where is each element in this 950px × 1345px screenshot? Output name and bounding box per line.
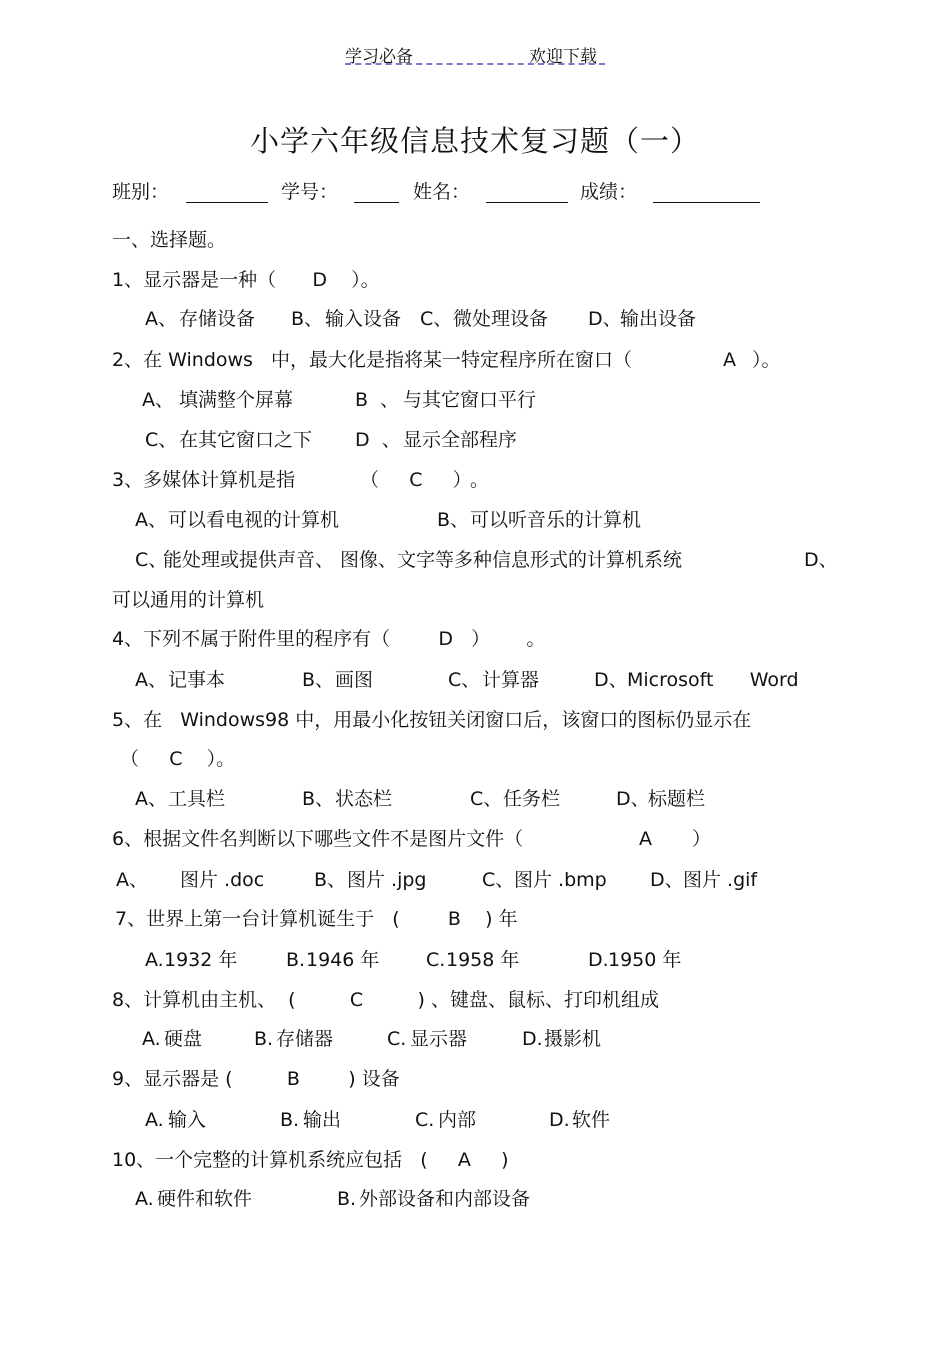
q5-option-b-letter: B、 — [302, 788, 335, 810]
q7-option-c-letter: C. — [426, 949, 446, 971]
question-6-answer: A — [639, 828, 652, 850]
question-8-stem: 8、计算机由主机、 ( C ) 、键盘、鼠标、打印机组成 — [112, 989, 660, 1011]
q10-option-a-letter: A. — [135, 1188, 154, 1210]
header-left-text: 学习必备 — [345, 47, 413, 67]
q3-option-d-letter: D、 — [804, 549, 838, 571]
q9-option-d-letter: D. — [549, 1109, 570, 1131]
q5-option-a-text: 工具栏 — [168, 788, 226, 810]
q5-option-d-letter: D、 — [616, 788, 650, 810]
q5-option-b-text: 状态栏 — [335, 788, 393, 810]
q3-option-b-text: 可以听音乐的计算机 — [470, 509, 642, 531]
q7-option-b-letter: B. — [286, 949, 306, 971]
q2-option-a-letter: A、 — [142, 389, 174, 411]
q4-option-d-letter: D、 — [594, 669, 628, 691]
q9-option-d-text: 软件 — [572, 1109, 611, 1131]
q8-option-d-letter: D. — [522, 1028, 543, 1050]
question-6-stem: 6、根据文件名判断以下哪些文件不是图片文件（ — [112, 828, 524, 850]
q9-option-c-text: 内部 — [438, 1109, 477, 1131]
q8-option-b-letter: B. — [254, 1028, 274, 1050]
question-5-stem: 5、在 Windows98 中，用最小化按钮关闭窗口后，该窗口的图标仍显示在 — [112, 709, 752, 731]
question-6-stem-suffix: ） — [692, 828, 712, 850]
question-3-answer: （ C ） — [360, 469, 472, 491]
header-dashed-underline — [345, 63, 605, 65]
q4-option-c-text: 计算器 — [482, 669, 540, 691]
q2-option-b-letter: B 、 — [355, 389, 400, 411]
question-10-stem: 10、一个完整的计算机系统应包括 ( A ) — [112, 1149, 509, 1171]
q3-option-a-letter: A、 — [135, 509, 167, 531]
q6-option-c-letter: C、 — [482, 869, 515, 891]
q2-option-d-letter: D 、 — [355, 429, 401, 451]
q3-option-c-text: 能处理或提供声音、 图像、文字等多种信息形式的计算机系统 — [163, 549, 683, 571]
q5-option-c-text: 任务栏 — [503, 788, 561, 810]
q1-option-a-text: 存储设备 — [179, 308, 256, 330]
q6-option-d-text: 图片 .gif — [683, 869, 758, 891]
q2-option-c-text: 在其它窗口之下 — [179, 429, 313, 451]
q4-option-b-letter: B、 — [302, 669, 335, 691]
header-right-text: 欢迎下载 — [529, 47, 597, 67]
q9-option-a-text: 输入 — [168, 1109, 207, 1131]
question-1-stem: 1、显示器是一种（ D ）。 — [112, 269, 380, 291]
q1-option-c-letter: C、 — [420, 308, 453, 330]
question-2-answer: A — [723, 349, 736, 371]
name-blank[interactable] — [486, 202, 568, 203]
q7-option-a-letter: A. — [145, 949, 164, 971]
score-label: 成绩： — [580, 181, 638, 203]
q2-option-c-letter: C、 — [145, 429, 178, 451]
q1-option-b-text: 输入设备 — [325, 308, 402, 330]
question-3-stem-suffix: 。 — [470, 469, 490, 491]
q9-option-b-letter: B. — [280, 1109, 300, 1131]
q7-option-c-text: 1958 年 — [446, 949, 520, 971]
q3-option-b-letter: B、 — [437, 509, 470, 531]
q1-option-a-letter: A、 — [145, 308, 177, 330]
q4-option-c-letter: C、 — [448, 669, 481, 691]
student-number-label: 学号： — [281, 181, 339, 203]
question-3-stem: 3、多媒体计算机是指 — [112, 469, 296, 491]
q5-option-a-letter: A、 — [135, 788, 167, 810]
question-2-stem: 2、在 Windows 中，最大化是指将某一特定程序所在窗口（ — [112, 349, 633, 371]
q8-option-a-letter: A. — [142, 1028, 161, 1050]
student-number-blank[interactable] — [354, 202, 399, 203]
q9-option-a-letter: A. — [145, 1109, 164, 1131]
q6-option-b-text: 图片 .jpg — [347, 869, 427, 891]
q5-option-c-letter: C、 — [470, 788, 503, 810]
q7-option-a-text: 1932 年 — [164, 949, 238, 971]
q4-option-a-letter: A、 — [135, 669, 167, 691]
question-5-stem-line2: （ C ）。 — [120, 748, 236, 770]
q6-option-b-letter: B、 — [314, 869, 347, 891]
q6-option-d-letter: D、 — [650, 869, 684, 891]
page-header — [345, 40, 605, 66]
q10-option-a-text: 硬件和软件 — [157, 1188, 253, 1210]
section-title: 一、选择题。 — [112, 229, 227, 251]
q1-option-d-text: 输出设备 — [620, 308, 697, 330]
q9-option-c-letter: C. — [415, 1109, 435, 1131]
q8-option-b-text: 存储器 — [276, 1028, 334, 1050]
q2-option-b-text: 与其它窗口平行 — [403, 389, 537, 411]
class-blank[interactable] — [186, 202, 268, 203]
question-7-stem: 7、世界上第一台计算机诞生于 ( B ) 年 — [115, 908, 518, 930]
class-label: 班别： — [112, 181, 170, 203]
q3-option-d-text: 可以通用的计算机 — [112, 589, 265, 611]
question-4-stem: 4、下列不属于附件里的程序有（ D ） 。 — [112, 628, 546, 650]
q5-option-d-text: 标题栏 — [648, 788, 706, 810]
score-blank[interactable] — [653, 202, 760, 203]
name-label: 姓名： — [413, 181, 471, 203]
q9-option-b-text: 输出 — [303, 1109, 342, 1131]
q2-option-a-text: 填满整个屏幕 — [179, 389, 294, 411]
document-title: 小学六年级信息技术复习题（一） — [249, 124, 700, 158]
q8-option-a-text: 硬盘 — [164, 1028, 203, 1050]
q7-option-d-text: 1950 年 — [608, 949, 682, 971]
q7-option-d-letter: D. — [588, 949, 609, 971]
q3-option-c-letter: C、 — [135, 549, 168, 571]
question-9-stem: 9、显示器是 ( B ) 设备 — [112, 1068, 400, 1090]
q2-option-d-text: 显示全部程序 — [403, 429, 518, 451]
q1-option-c-text: 微处理设备 — [453, 308, 549, 330]
q6-option-c-text: 图片 .bmp — [514, 869, 607, 891]
q4-option-d-text: Microsoft Word — [627, 669, 799, 691]
q4-option-a-text: 记事本 — [168, 669, 226, 691]
q8-option-c-letter: C. — [387, 1028, 407, 1050]
q10-option-b-text: 外部设备和内部设备 — [359, 1188, 531, 1210]
q3-option-a-text: 可以看电视的计算机 — [168, 509, 340, 531]
q6-option-a-letter: A、 — [116, 869, 148, 891]
q10-option-b-letter: B. — [337, 1188, 357, 1210]
q1-option-b-letter: B、 — [291, 308, 324, 330]
q1-option-d-letter: D、 — [588, 308, 622, 330]
question-2-stem-suffix: ）。 — [752, 349, 781, 371]
q8-option-c-text: 显示器 — [410, 1028, 468, 1050]
q4-option-b-text: 画图 — [335, 669, 374, 691]
q6-option-a-text: 图片 .doc — [180, 869, 265, 891]
q7-option-b-text: 1946 年 — [306, 949, 380, 971]
q8-option-d-text: 摄影机 — [544, 1028, 602, 1050]
